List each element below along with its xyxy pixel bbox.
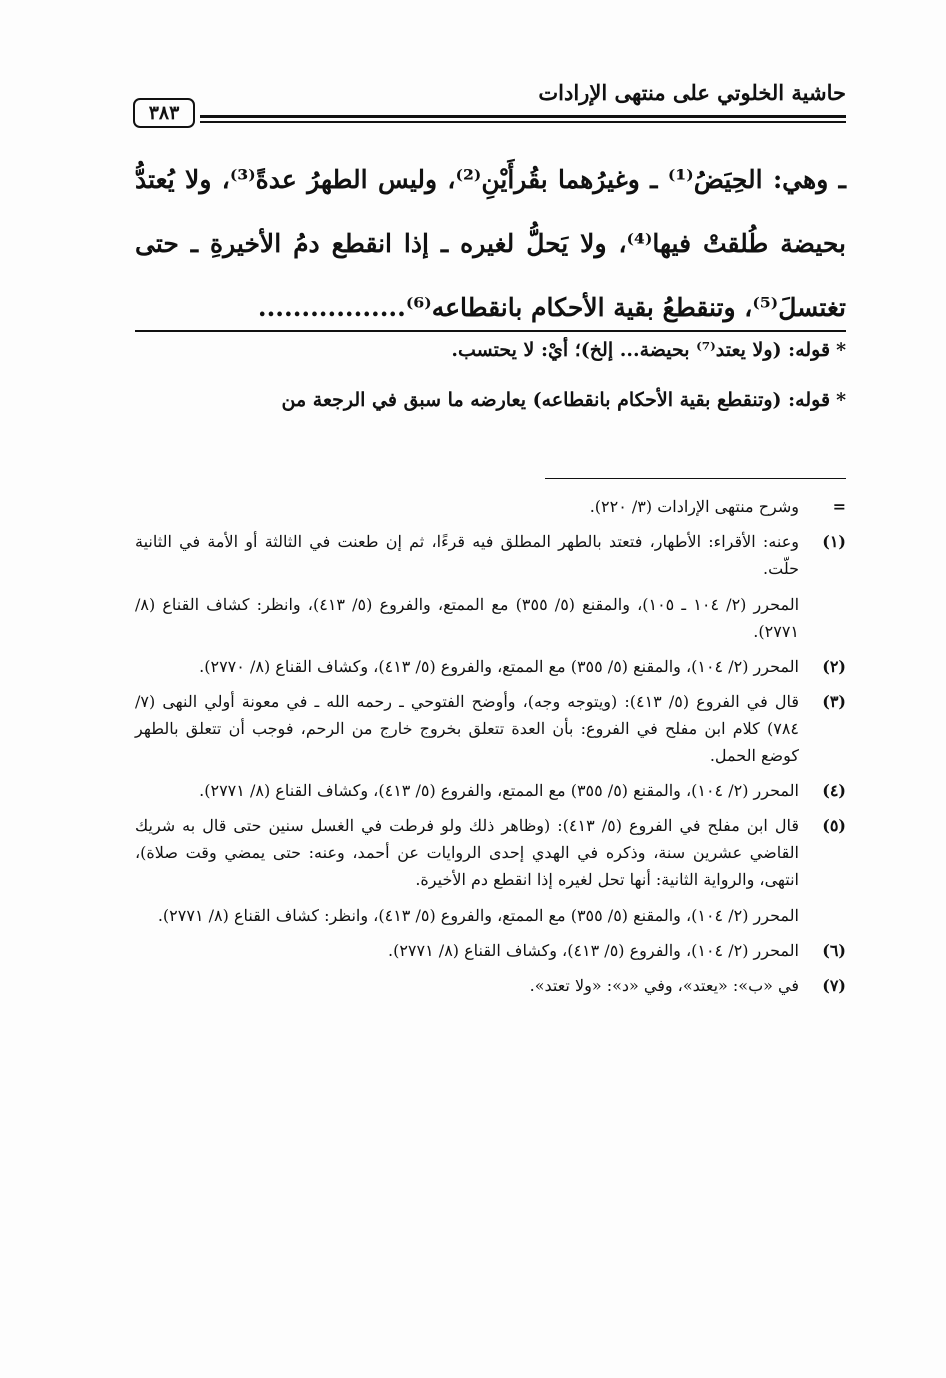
footnote-marker: (٣) xyxy=(822,692,846,711)
footnote xyxy=(135,688,846,769)
footnote-text: المحرر (٢/ ١٠٤)، والفروع (٥/ ٤١٣)، وكشاف القناع (٨/ ٢٧٧١). xyxy=(388,941,799,960)
footnote-marker: (٢) xyxy=(822,657,846,676)
footnote xyxy=(135,777,846,804)
commentary-section xyxy=(135,337,846,413)
footnote-text: في «ب»: «يعتد»، وفي «د»: «ولا تعتد». xyxy=(529,976,799,995)
footnote xyxy=(135,528,846,645)
footnote xyxy=(135,653,846,680)
asterisk-icon: * xyxy=(836,389,846,411)
commentary-item xyxy=(135,337,846,363)
page-number: ٣٨٣ xyxy=(133,98,195,128)
matn-separator xyxy=(135,330,846,332)
asterisk-icon: * xyxy=(836,339,846,361)
footnote-marker: (١) xyxy=(822,532,846,551)
footnote-text: المحرر (٢/ ١٠٤)، والمقنع (٥/ ٣٥٥) مع الممتع، والفروع (٥/ ٤١٣)، وانظر: كشاف القناع (٨/ ٢٧٧١). xyxy=(157,906,799,925)
footnote xyxy=(135,493,846,520)
commentary-text: قوله: (وتنقطع بقية الأحكام بانقطاعه) يعارضه ما سبق في الرجعة من xyxy=(281,389,831,411)
footnote xyxy=(135,937,846,964)
footnote-text: وعنه: الأقراء: الأطهار، فتعتد بالطهر المطلق فيه قرءًا، ثم إن طعنت في الثالثة أو الأمة في الثانية حلّت. xyxy=(135,532,799,578)
footnote-marker: (٧) xyxy=(822,976,846,995)
footnote-marker: (٥) xyxy=(822,816,846,835)
running-title: حاشية الخلوتي على منتهى الإرادات xyxy=(538,80,846,105)
footnote-text: قال ابن مفلح في الفروع (٥/ ٤١٣): (وظاهر ذلك ولو فرطت في الغسل سنين حتى قال به شريك القاضي عشرين سنة، وذكره في الهدي إحدى الروايات عن أحمد، وعنه: حتى يمضي وقت صلاة)، انتهى، والرواية الثانية: أنها تحل لغيره إذا انقطع دم الأخيرة. xyxy=(135,816,800,889)
header-rule-secondary xyxy=(200,121,846,123)
footnote-text: المحرر (٢/ ١٠٤ ـ ١٠٥)، والمقنع (٥/ ٣٥٥) مع الممتع، والفروع (٥/ ٤١٣)، وانظر: كشاف القناع (٨/ ٢٧٧١). xyxy=(135,595,800,641)
footnote-text: وشرح منتهى الإرادات (٣/ ٢٢٠). xyxy=(589,497,799,516)
footnote xyxy=(135,972,846,999)
header-rule xyxy=(200,115,846,118)
footnote-marker: (٦) xyxy=(822,941,846,960)
matn-text: ـ وهي: الحِيَضُ⁽¹⁾ ـ وغيرُهما بقُرأَيْنِ⁽²⁾، وليس الطهرُ عدةً⁽³⁾، ولا يُعتدُّ بحيضة طُلقتْ فيها⁽⁴⁾، ولا يَحلُّ لغيره ـ إذا انقطع دمُ الأخيرةِ ـ حتى تغتسلَ⁽⁵⁾، وتنقطعُ بقية الأحكام بانقطاعه⁽⁶⁾................. xyxy=(135,165,846,322)
commentary-text: قوله: (ولا يعتد⁽⁷⁾ بحيضة... إلخ)؛ أيْ: لا يحتسب. xyxy=(451,339,831,361)
footnote-marker: = xyxy=(832,497,846,516)
footnote-text: المحرر (٢/ ١٠٤)، والمقنع (٥/ ٣٥٥) مع الممتع، والفروع (٥/ ٤١٣)، وكشاف القناع (٨/ ٢٧٧١). xyxy=(199,781,799,800)
footnote-text: المحرر (٢/ ١٠٤)، والمقنع (٥/ ٣٥٥) مع الممتع، والفروع (٥/ ٤١٣)، وكشاف القناع (٨/ ٢٧٧٠). xyxy=(199,657,799,676)
footnotes-section xyxy=(135,493,846,1007)
commentary-item xyxy=(135,387,846,413)
footnote-text: قال في الفروع (٥/ ٤١٣): (ويتوجه وجه)، وأوضح الفتوحي ـ رحمه الله ـ في معونة أولي النهى (٧/ ٧٨٤) كلام ابن مفلح في الفروع: بأن العدة تتعلق بخروج خارج من الرحم، فوجب أن تتعلق بالطهر كوضع الحمل. xyxy=(135,692,800,765)
footnote-separator xyxy=(545,478,846,479)
footnote-marker: (٤) xyxy=(822,781,846,800)
footnote xyxy=(135,812,846,929)
